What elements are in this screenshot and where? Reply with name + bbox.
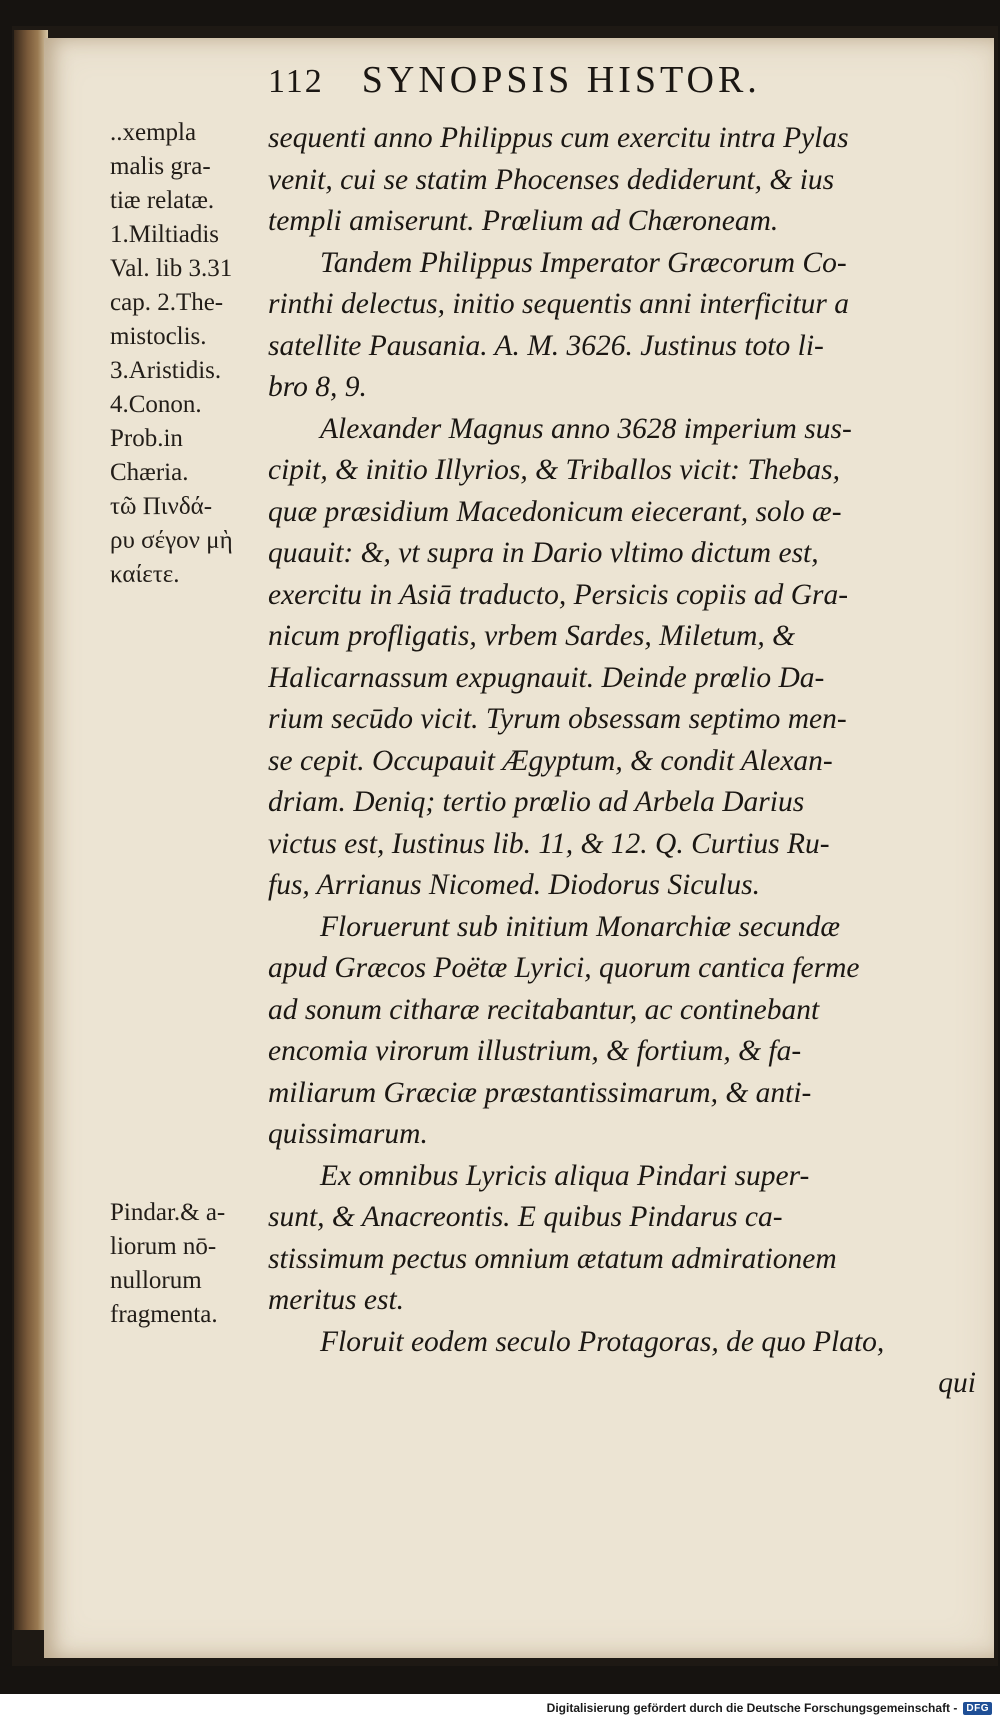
margin-note-line: 3.Aristidis. [110,357,222,384]
text-line: ad sonum citharæ recitabantur, ac continebant [268,993,820,1026]
running-title: SYNOPSIS HISTOR. [361,59,761,101]
text-line: encomia virorum illustrium, & fortium, & fa- [268,1035,802,1067]
margin-note-line: τῶ Πινδά- [110,493,213,520]
text-line: quissimarum. [268,1118,428,1150]
margin-notes-bottom [110,1196,260,1332]
text-line: cipit, & initio Illyrios, & Triballos vicit: Thebas, [268,454,840,486]
text-line: rinthi delectus, initio sequentis anni interficitur a [268,288,849,320]
text-line: rium secūdo vicit. Tyrum obsessam septimo men- [268,703,847,735]
text-line: apud Græcos Poëtæ Lyrici, quorum cantica ferme [268,952,860,984]
text-line: Halicarnassum expugnauit. Deinde prœlio Da- [268,661,825,694]
main-text [268,118,986,1405]
text-line: templi amiserunt. Prœlium ad Chæroneam. [268,205,779,237]
margin-note-line: nullorum [110,1267,202,1294]
text-line: nicum profligatis, vrbem Sardes, Miletum, & [268,620,796,652]
text-line: stissimum pectus omnium ætatum admirationem [268,1242,837,1275]
text-line: victus est, Iustinus lib. 11, & 12. Q. Curtius Ru- [268,827,830,860]
text-line: meritus est. [268,1284,405,1316]
digitization-footer [0,1694,1000,1722]
paragraph-start-line: Alexander Magnus anno 3628 imperium sus- [320,412,852,445]
text-line: satellite Pausania. A. M. 3626. Justinus toto li- [268,329,824,362]
margin-note-line: liorum nō- [110,1233,217,1260]
margin-note-line: Val. lib 3.31 [110,255,233,282]
catchword: qui [938,1367,976,1399]
text-line: exercitu in Asiā traducto, Persicis copiis ad Gra- [268,578,849,611]
margin-note-line: malis gra- [110,153,211,180]
margin-note-line: cap. 2.The- [110,289,224,316]
text-line: venit, cui se statim Phocenses dediderunt, & ius [268,163,835,196]
margin-note-line: Prob.in [110,425,183,452]
margin-note-line: ..xempla [110,119,197,146]
text-line: quauit: &, vt supra in Dario vltimo dictum est, [268,537,819,569]
paragraph-start-line: Floruerunt sub initium Monarchiæ secundæ [320,910,841,943]
paragraph-start-line: Ex omnibus Lyricis aliqua Pindari super- [320,1159,810,1192]
text-line: sequenti anno Philippus cum exercitu intra Pylas [268,122,849,154]
page-number: 112 [268,63,324,100]
margin-note-line: καίετε. [110,561,180,588]
margin-note-line: 1.Miltiadis [110,221,220,248]
margin-note-line: ρυ σέγον μὴ [110,527,233,554]
book-binding [14,30,48,1630]
margin-note-line: Chæria. [110,459,189,486]
margin-note-line: 4.Conon. [110,391,202,418]
text-line: fus, Arrianus Nicomed. Diodorus Siculus. [268,869,760,901]
margin-note-line: fragmenta. [110,1301,218,1328]
text-line: bro 8, 9. [268,371,367,403]
margin-notes-top [110,116,260,592]
margin-note-line: Pindar.& a- [110,1199,226,1226]
margin-note-line: tiæ relatæ. [110,187,215,214]
text-line: miliarum Græciæ præstantissimarum, & anti- [268,1076,812,1109]
paragraph-start-line: Tandem Philippus Imperator Græcorum Co- [320,246,847,279]
text-line: quæ præsidium Macedonicum eiecerant, solo æ- [268,495,842,528]
footer-credit: Digitalisierung gefördert durch die Deutsche Forschungsgemeinschaft - [546,1701,958,1715]
paragraph-start-line: Floruit eodem seculo Protagoras, de quo Plato, [320,1325,885,1358]
text-line: se cepit. Occupauit Ægyptum, & condit Alexan- [268,744,833,777]
dfg-logo: DFG [963,1702,992,1715]
margin-note-line: mistoclis. [110,323,207,350]
page-header [268,58,984,108]
text-line: driam. Deniq; tertio prœlio ad Arbela Darius [268,786,805,818]
text-line: sunt, & Anacreontis. E quibus Pindarus ca- [268,1201,783,1233]
